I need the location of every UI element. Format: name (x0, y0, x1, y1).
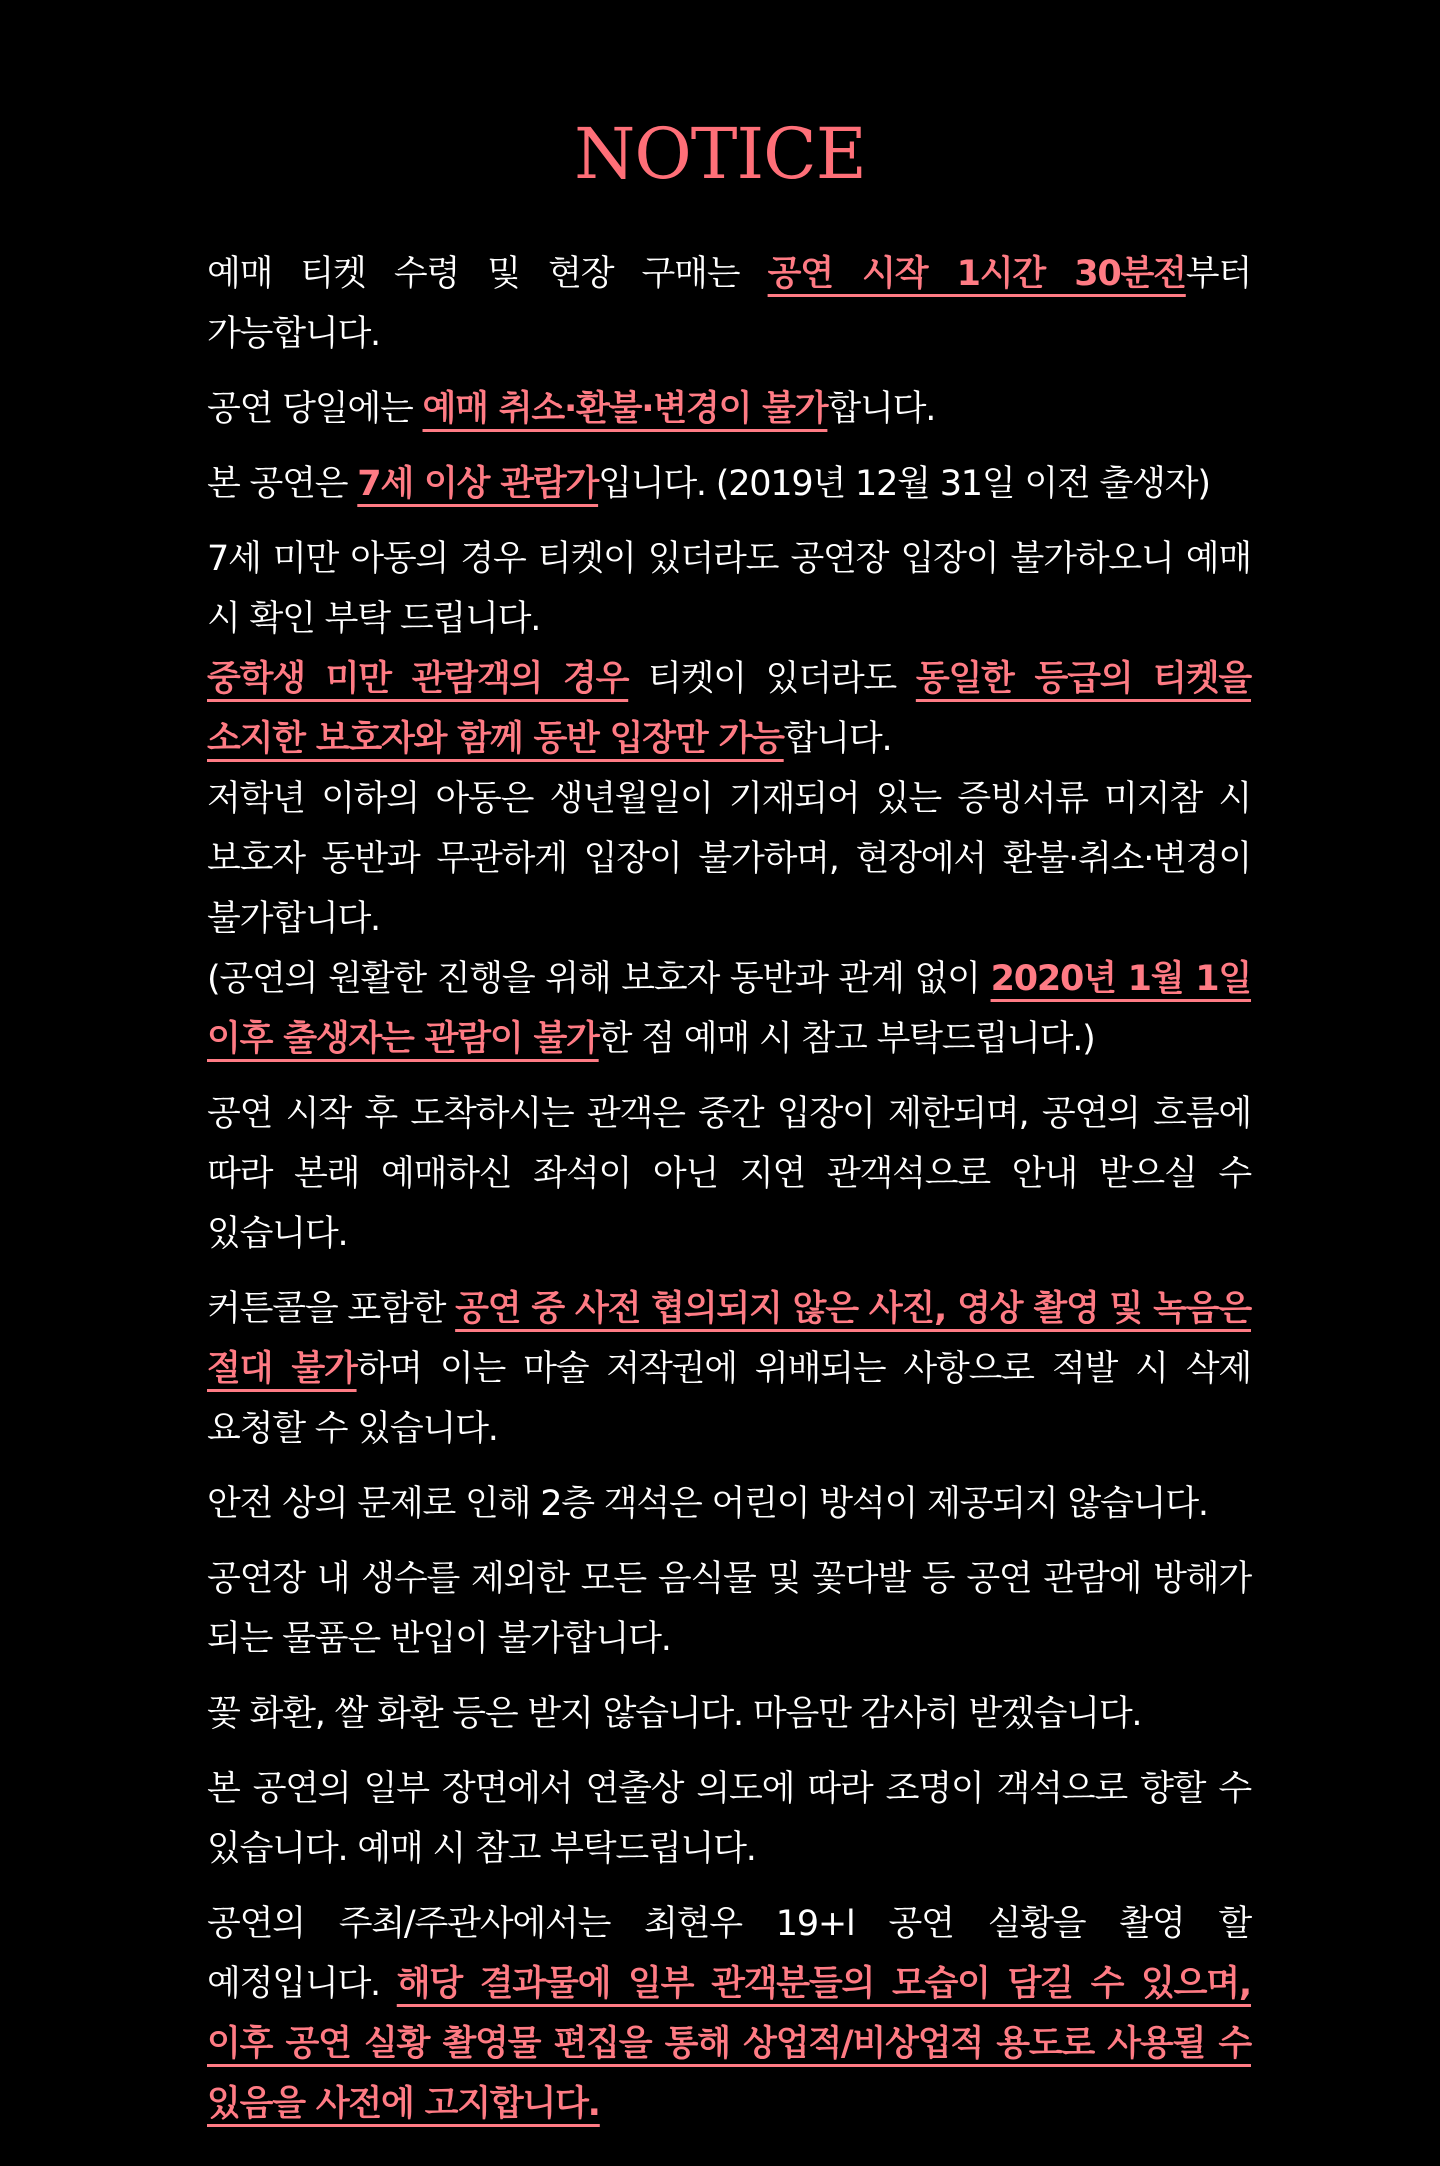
emphasis-text: 예매 취소·환불·변경이 불가 (422, 389, 828, 429)
body-text: 한 점 예매 시 참고 부탁드립니다.) (598, 1019, 1095, 1059)
body-text: 합니다. (827, 389, 936, 429)
body-text: 공연 당일에는 (207, 389, 423, 429)
emphasis-text: 7세 이상 관람가 (357, 464, 599, 504)
body-text: 저학년 이하의 아동은 생년월일이 기재되어 있는 증빙서류 미지참 시 보호자 동반과 무관하게 입장이 불가하며, 현장에서 환불·취소·변경이 불가합니다. (207, 779, 1251, 939)
notice-paragraph (207, 1279, 1251, 1459)
notice-paragraph (207, 529, 1251, 649)
body-text: 안전 상의 문제로 인해 2층 객석은 어린이 방석이 제공되지 않습니다. (207, 1484, 1208, 1524)
body-text: 합니다. (783, 719, 892, 759)
notice-paragraph (207, 649, 1251, 769)
notice-paragraph (207, 1474, 1251, 1534)
notice-paragraph (207, 1084, 1251, 1264)
body-text: 본 공연은 (207, 464, 358, 504)
notice-body (207, 244, 1251, 2134)
notice-paragraph (207, 1759, 1251, 1879)
notice-paragraph (207, 949, 1251, 1069)
notice-paragraph (207, 244, 1251, 364)
body-text: 티켓이 있더라도 (628, 659, 916, 699)
body-text: 공연의 주최/주관사에서는 최현우 19+l 공연 실황을 촬영 할 예정입니다. (207, 1904, 1251, 2004)
emphasis-text: 공연 중 사전 협의되지 않은 사진, 영상 촬영 및 녹음은 절대 불가 (207, 1289, 1251, 1389)
body-text: (공연의 원활한 진행을 위해 보호자 동반과 관계 없이 (207, 959, 991, 999)
emphasis-text: 공연 시작 1시간 30분전 (767, 254, 1186, 294)
body-text: 예매 티켓 수령 및 현장 구매는 (207, 254, 768, 294)
body-text: 꽃 화환, 쌀 화환 등은 받지 않습니다. 마음만 감사히 받겠습니다. (207, 1694, 1142, 1734)
body-text: 7세 미만 아동의 경우 티켓이 있더라도 공연장 입장이 불가하오니 예매 시 확인 부탁 드립니다. (207, 539, 1251, 639)
notice-paragraph (207, 769, 1251, 949)
body-text: 입니다. (2019년 12월 31일 이전 출생자) (598, 464, 1210, 504)
body-text: 공연 시작 후 도착하시는 관객은 중간 입장이 제한되며, 공연의 흐름에 따라 본래 예매하신 좌석이 아닌 지연 관객석으로 안내 받으실 수 있습니다. (207, 1094, 1251, 1254)
body-text: 커튼콜을 포함한 (207, 1289, 456, 1329)
body-text: 하며 이는 마술 저작권에 위배되는 사항으로 적발 시 삭제 요청할 수 있습니다. (207, 1349, 1251, 1449)
emphasis-text: 해당 결과물에 일부 관객분들의 모습이 담길 수 있으며, 이후 공연 실황 촬영물 편집을 통해 상업적/비상업적 용도로 사용될 수 있음을 사전에 고지합니다. (207, 1964, 1252, 2124)
notice-paragraph (207, 454, 1251, 514)
notice-paragraph (207, 1894, 1251, 2134)
body-text: 본 공연의 일부 장면에서 연출상 의도에 따라 조명이 객석으로 향할 수 있습니다. 예매 시 참고 부탁드립니다. (207, 1769, 1251, 1869)
body-text: 부터 가능합니다. (207, 254, 1252, 354)
emphasis-text: 중학생 미만 관람객의 경우 (207, 659, 629, 699)
notice-paragraph (207, 1684, 1251, 1744)
notice-paragraph (207, 1549, 1251, 1669)
body-text: 공연장 내 생수를 제외한 모든 음식물 및 꽃다발 등 공연 관람에 방해가 되는 물품은 반입이 불가합니다. (207, 1559, 1251, 1659)
emphasis-text: 동일한 등급의 티켓을 소지한 보호자와 함께 동반 입장만 가능 (207, 659, 1251, 759)
notice-paragraph (207, 379, 1251, 439)
emphasis-text: 2020년 1월 1일 이후 출생자는 관람이 불가 (207, 959, 1252, 1059)
notice-title: NOTICE (574, 113, 866, 195)
